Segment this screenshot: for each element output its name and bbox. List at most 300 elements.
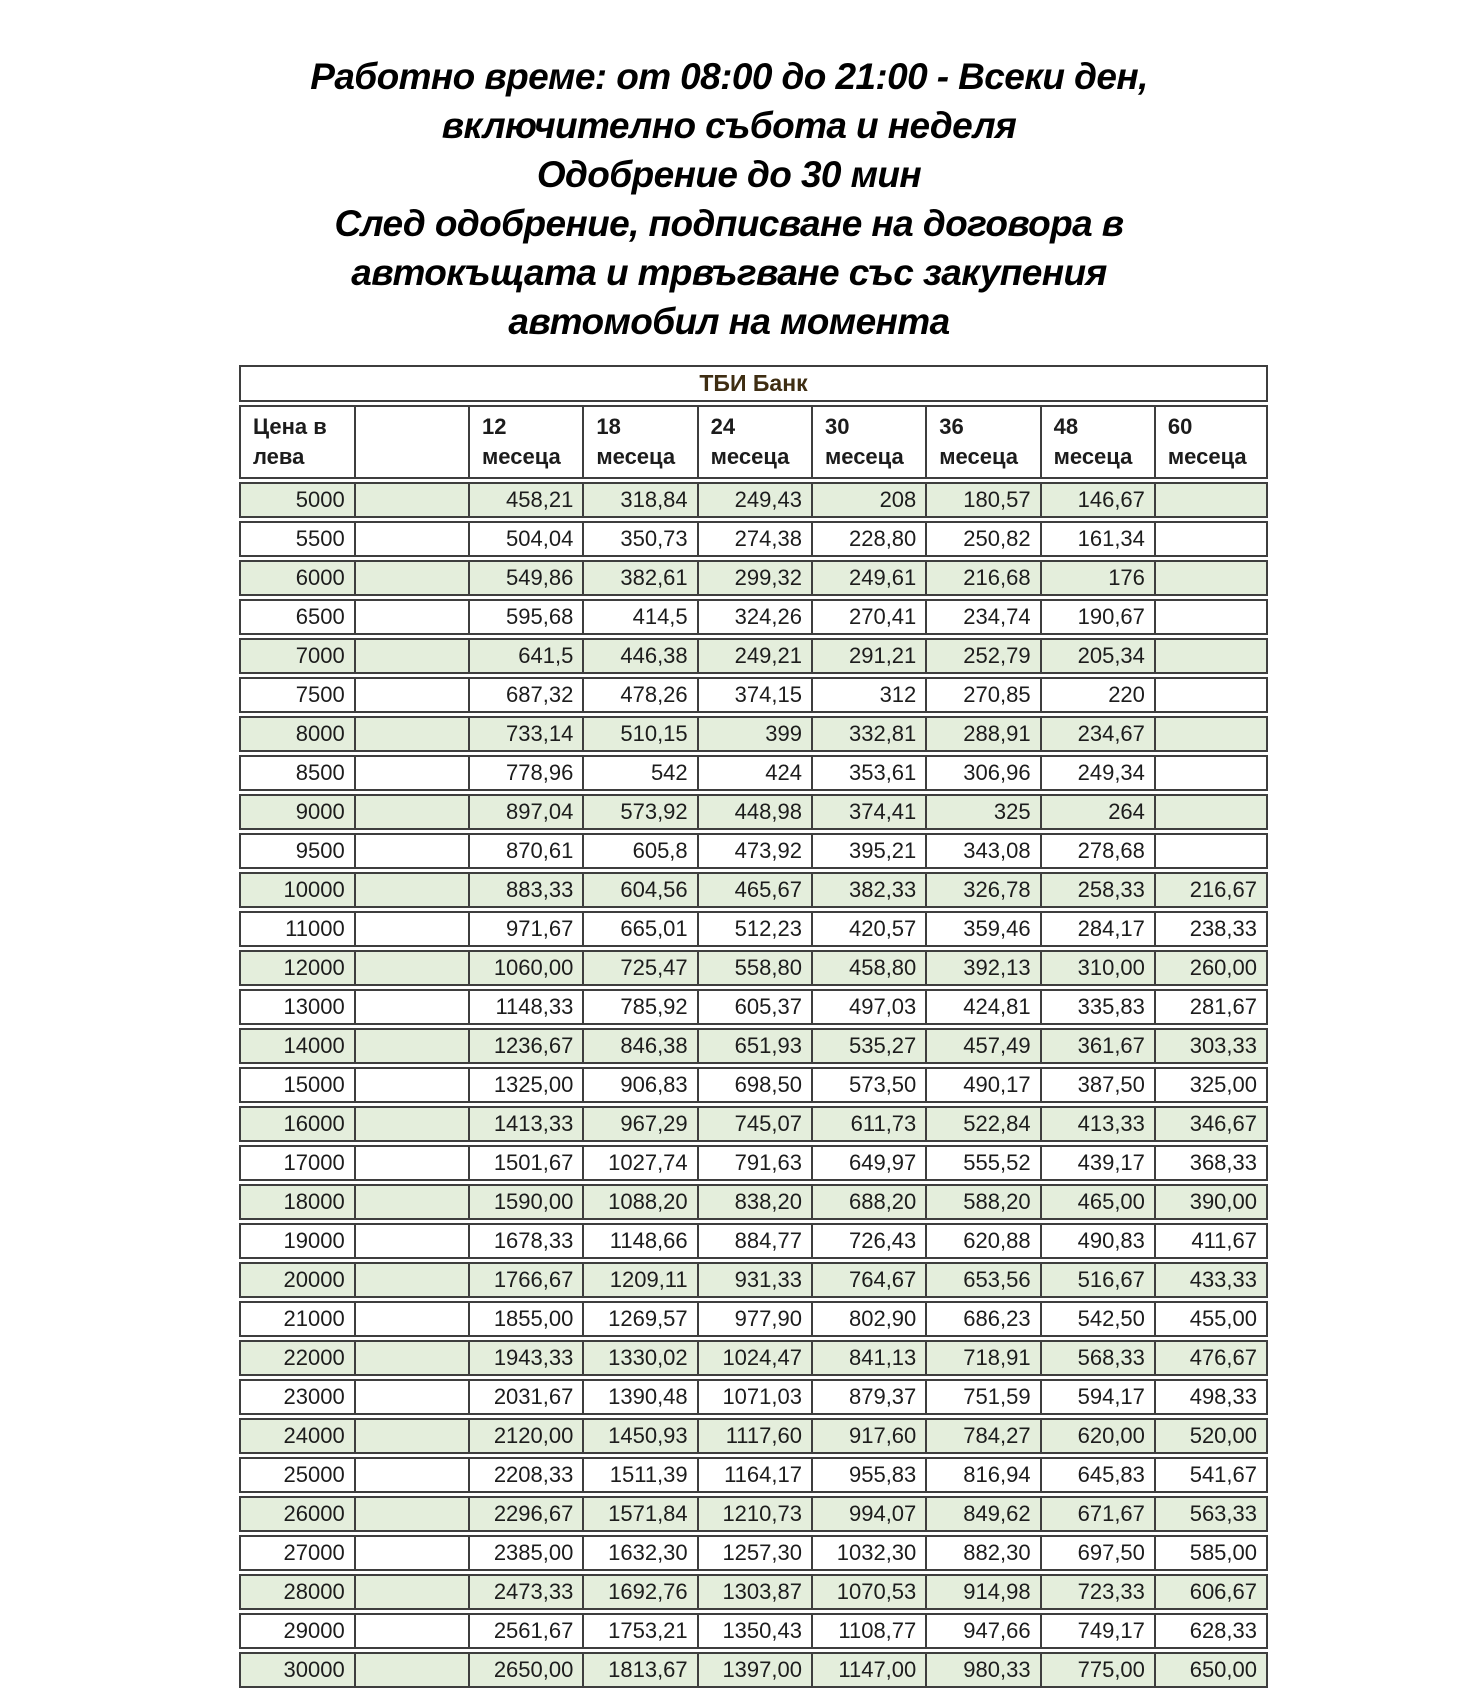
empty-cell	[354, 911, 468, 947]
payment-value-cell: 361,67	[1040, 1028, 1154, 1064]
payment-value-cell: 458,80	[811, 950, 925, 986]
payment-value-cell: 392,13	[925, 950, 1039, 986]
table-row	[239, 482, 1268, 518]
payment-value-cell: 284,17	[1040, 911, 1154, 947]
table-row	[239, 560, 1268, 596]
payment-value-cell: 424	[697, 755, 811, 791]
price-cell: 9000	[239, 794, 354, 830]
payment-value-cell: 420,57	[811, 911, 925, 947]
months-column-header	[811, 405, 925, 479]
payment-value-cell: 249,43	[697, 482, 811, 518]
table-row	[239, 911, 1268, 947]
payment-value-cell: 228,80	[811, 521, 925, 557]
empty-cell	[354, 1496, 468, 1532]
table-row	[239, 1418, 1268, 1454]
table-row	[239, 950, 1268, 986]
payment-value-cell: 542	[582, 755, 696, 791]
months-word: месеца	[596, 444, 676, 469]
payment-value-cell: 751,59	[925, 1379, 1039, 1415]
payment-value-cell: 955,83	[811, 1457, 925, 1493]
payment-value-cell: 249,34	[1040, 755, 1154, 791]
payment-value-cell: 146,67	[1040, 482, 1154, 518]
payment-value-cell: 628,33	[1154, 1613, 1268, 1649]
payment-value-cell: 1209,11	[582, 1262, 696, 1298]
table-row	[239, 872, 1268, 908]
payment-value-cell: 1236,67	[468, 1028, 582, 1064]
payment-value-cell: 726,43	[811, 1223, 925, 1259]
empty-cell	[354, 989, 468, 1025]
payment-value-cell: 977,90	[697, 1301, 811, 1337]
empty-cell	[354, 1067, 468, 1103]
payment-value-cell: 585,00	[1154, 1535, 1268, 1571]
months-number: 48	[1053, 414, 1079, 439]
empty-cell	[354, 677, 468, 713]
payment-value-cell: 374,15	[697, 677, 811, 713]
payment-value-cell: 917,60	[811, 1418, 925, 1454]
payment-value-cell: 558,80	[697, 950, 811, 986]
payment-value-cell: 353,61	[811, 755, 925, 791]
payment-value-cell: 332,81	[811, 716, 925, 752]
table-row	[239, 1067, 1268, 1103]
price-cell: 17000	[239, 1145, 354, 1181]
table-row	[239, 794, 1268, 830]
empty-cell	[354, 1262, 468, 1298]
payment-value-cell: 723,33	[1040, 1574, 1154, 1610]
payment-value-cell: 395,21	[811, 833, 925, 869]
payment-value-cell: 784,27	[925, 1418, 1039, 1454]
payment-value-cell: 1632,30	[582, 1535, 696, 1571]
payment-value-cell: 1855,00	[468, 1301, 582, 1337]
payment-value-cell: 1813,67	[582, 1652, 696, 1688]
payment-value-cell: 446,38	[582, 638, 696, 674]
payment-value-cell: 686,23	[925, 1301, 1039, 1337]
price-cell: 9500	[239, 833, 354, 869]
payment-value-cell: 368,33	[1154, 1145, 1268, 1181]
payment-value-cell: 498,33	[1154, 1379, 1268, 1415]
table-row	[239, 599, 1268, 635]
payment-value-cell: 802,90	[811, 1301, 925, 1337]
price-cell: 24000	[239, 1418, 354, 1454]
payment-value-cell: 1071,03	[697, 1379, 811, 1415]
price-header-line: лева	[253, 444, 305, 469]
months-word: месеца	[824, 444, 904, 469]
payment-value-cell: 1269,57	[582, 1301, 696, 1337]
payment-value-cell: 604,56	[582, 872, 696, 908]
price-cell: 25000	[239, 1457, 354, 1493]
payment-value-cell: 439,17	[1040, 1145, 1154, 1181]
months-column-header	[582, 405, 696, 479]
payment-value-cell: 931,33	[697, 1262, 811, 1298]
price-cell: 5000	[239, 482, 354, 518]
payment-value-cell: 688,20	[811, 1184, 925, 1220]
table-row	[239, 1301, 1268, 1337]
table-row	[239, 1457, 1268, 1493]
price-cell: 21000	[239, 1301, 354, 1337]
payment-value-cell: 411,67	[1154, 1223, 1268, 1259]
payment-value-cell: 764,67	[811, 1262, 925, 1298]
months-column-header	[468, 405, 582, 479]
payment-value-cell: 568,33	[1040, 1340, 1154, 1376]
price-cell: 20000	[239, 1262, 354, 1298]
table-row	[239, 1340, 1268, 1376]
payment-value-cell: 399	[697, 716, 811, 752]
payment-value-cell: 650,00	[1154, 1652, 1268, 1688]
payment-value-cell: 306,96	[925, 755, 1039, 791]
table-row	[239, 716, 1268, 752]
payment-value-cell: 749,17	[1040, 1613, 1154, 1649]
payment-value-cell: 687,32	[468, 677, 582, 713]
payment-value-cell: 387,50	[1040, 1067, 1154, 1103]
payment-value-cell: 665,01	[582, 911, 696, 947]
payment-value-cell: 325	[925, 794, 1039, 830]
payment-value-cell: 476,67	[1154, 1340, 1268, 1376]
payment-value-cell: 884,77	[697, 1223, 811, 1259]
price-cell: 7000	[239, 638, 354, 674]
price-cell: 8500	[239, 755, 354, 791]
payment-value-cell: 176	[1040, 560, 1154, 596]
payment-value-cell: 1024,47	[697, 1340, 811, 1376]
payment-value-cell: 208	[811, 482, 925, 518]
payment-value-cell: 490,83	[1040, 1223, 1154, 1259]
months-number: 12	[482, 414, 507, 439]
payment-value-cell: 310,00	[1040, 950, 1154, 986]
payment-value-cell: 971,67	[468, 911, 582, 947]
payment-value-cell: 718,91	[925, 1340, 1039, 1376]
payment-value-cell: 573,50	[811, 1067, 925, 1103]
payment-value-cell: 1501,67	[468, 1145, 582, 1181]
payment-value-cell: 1943,33	[468, 1340, 582, 1376]
table-row	[239, 638, 1268, 674]
months-word: месеца	[1053, 444, 1133, 469]
payment-value-cell: 994,07	[811, 1496, 925, 1532]
months-number: 24	[710, 414, 736, 439]
payment-value-cell: 346,67	[1154, 1106, 1268, 1142]
payment-value-cell: 343,08	[925, 833, 1039, 869]
payment-value-cell: 303,33	[1154, 1028, 1268, 1064]
payment-value-cell: 510,15	[582, 716, 696, 752]
price-cell: 16000	[239, 1106, 354, 1142]
empty-cell	[354, 1184, 468, 1220]
payment-value-cell	[1154, 482, 1268, 518]
payment-value-cell: 849,62	[925, 1496, 1039, 1532]
payment-value-cell: 906,83	[582, 1067, 696, 1103]
empty-cell	[354, 1106, 468, 1142]
payment-table	[239, 362, 1268, 1691]
payment-value-cell: 497,03	[811, 989, 925, 1025]
payment-value-cell: 252,79	[925, 638, 1039, 674]
payment-value-cell: 1210,73	[697, 1496, 811, 1532]
payment-value-cell: 1325,00	[468, 1067, 582, 1103]
title-line: включително събота и неделя	[441, 105, 1017, 146]
payment-value-cell: 258,33	[1040, 872, 1154, 908]
payment-value-cell: 883,33	[468, 872, 582, 908]
title-line: автомобил на момента	[508, 301, 950, 342]
payment-value-cell: 1060,00	[468, 950, 582, 986]
payment-value-cell: 778,96	[468, 755, 582, 791]
payment-value-cell: 2031,67	[468, 1379, 582, 1415]
price-cell: 22000	[239, 1340, 354, 1376]
payment-value-cell: 1678,33	[468, 1223, 582, 1259]
payment-value-cell: 535,27	[811, 1028, 925, 1064]
payment-value-cell: 190,67	[1040, 599, 1154, 635]
payment-value-cell: 588,20	[925, 1184, 1039, 1220]
payment-value-cell: 2385,00	[468, 1535, 582, 1571]
payment-value-cell: 1027,74	[582, 1145, 696, 1181]
empty-cell	[354, 1418, 468, 1454]
price-cell: 29000	[239, 1613, 354, 1649]
empty-cell	[354, 1145, 468, 1181]
payment-value-cell: 733,14	[468, 716, 582, 752]
payment-value-cell: 220	[1040, 677, 1154, 713]
payment-value-cell: 335,83	[1040, 989, 1154, 1025]
payment-value-cell: 281,67	[1154, 989, 1268, 1025]
table-row	[239, 1652, 1268, 1688]
payment-value-cell: 1413,33	[468, 1106, 582, 1142]
payment-value-cell: 234,67	[1040, 716, 1154, 752]
months-column-header	[1040, 405, 1154, 479]
table-row	[239, 1574, 1268, 1610]
empty-cell	[354, 755, 468, 791]
price-cell: 12000	[239, 950, 354, 986]
payment-value-cell: 947,66	[925, 1613, 1039, 1649]
payment-value-cell: 671,67	[1040, 1496, 1154, 1532]
table-row	[239, 1262, 1268, 1298]
payment-value-cell	[1154, 560, 1268, 596]
payment-value-cell: 350,73	[582, 521, 696, 557]
price-cell: 23000	[239, 1379, 354, 1415]
payment-value-cell: 2296,67	[468, 1496, 582, 1532]
payment-value-cell: 775,00	[1040, 1652, 1154, 1688]
empty-cell	[354, 833, 468, 869]
payment-value-cell: 882,30	[925, 1535, 1039, 1571]
payment-value-cell: 1303,87	[697, 1574, 811, 1610]
payment-value-cell: 620,88	[925, 1223, 1039, 1259]
payment-value-cell: 457,49	[925, 1028, 1039, 1064]
payment-value-cell: 490,17	[925, 1067, 1039, 1103]
empty-column-header	[354, 405, 468, 479]
empty-cell	[354, 794, 468, 830]
table-row	[239, 1184, 1268, 1220]
table-row	[239, 1028, 1268, 1064]
payment-value-cell: 326,78	[925, 872, 1039, 908]
payment-value-cell: 270,41	[811, 599, 925, 635]
payment-value-cell: 641,5	[468, 638, 582, 674]
empty-cell	[354, 950, 468, 986]
payment-value-cell: 594,17	[1040, 1379, 1154, 1415]
payment-value-cell: 465,67	[697, 872, 811, 908]
empty-cell	[354, 521, 468, 557]
payment-value-cell: 649,97	[811, 1145, 925, 1181]
payment-value-cell: 791,63	[697, 1145, 811, 1181]
months-word: месеца	[710, 444, 790, 469]
table-row	[239, 1496, 1268, 1532]
payment-value-cell: 541,67	[1154, 1457, 1268, 1493]
payment-value-cell: 1148,33	[468, 989, 582, 1025]
payment-value-cell: 250,82	[925, 521, 1039, 557]
months-number: 30	[824, 414, 850, 439]
payment-value-cell: 1148,66	[582, 1223, 696, 1259]
payment-value-cell: 473,92	[697, 833, 811, 869]
empty-cell	[354, 716, 468, 752]
payment-value-cell: 424,81	[925, 989, 1039, 1025]
months-column-header	[697, 405, 811, 479]
table-row	[239, 833, 1268, 869]
payment-value-cell: 382,33	[811, 872, 925, 908]
table-row	[239, 521, 1268, 557]
payment-value-cell: 1117,60	[697, 1418, 811, 1454]
payment-value-cell: 455,00	[1154, 1301, 1268, 1337]
payment-value-cell: 980,33	[925, 1652, 1039, 1688]
months-word: месеца	[939, 444, 1018, 469]
payment-value-cell: 1390,48	[582, 1379, 696, 1415]
payment-value-cell: 278,68	[1040, 833, 1154, 869]
payment-value-cell: 841,13	[811, 1340, 925, 1376]
table-row	[239, 1145, 1268, 1181]
empty-cell	[354, 599, 468, 635]
payment-value-cell: 870,61	[468, 833, 582, 869]
months-word: месеца	[1167, 444, 1247, 469]
payment-value-cell: 1590,00	[468, 1184, 582, 1220]
title-line: автокъщата и трвъгване със закупения	[351, 252, 1107, 293]
empty-cell	[354, 1574, 468, 1610]
payment-value-cell: 573,92	[582, 794, 696, 830]
table-row	[239, 1535, 1268, 1571]
payment-value-cell: 653,56	[925, 1262, 1039, 1298]
payment-value-cell: 611,73	[811, 1106, 925, 1142]
empty-cell	[354, 638, 468, 674]
payment-value-cell: 374,41	[811, 794, 925, 830]
payment-value-cell: 620,00	[1040, 1418, 1154, 1454]
price-cell: 18000	[239, 1184, 354, 1220]
payment-value-cell: 645,83	[1040, 1457, 1154, 1493]
payment-value-cell: 914,98	[925, 1574, 1039, 1610]
payment-value-cell: 1330,02	[582, 1340, 696, 1376]
price-cell: 28000	[239, 1574, 354, 1610]
payment-value-cell: 725,47	[582, 950, 696, 986]
payment-value-cell: 542,50	[1040, 1301, 1154, 1337]
empty-cell	[354, 1457, 468, 1493]
empty-cell	[354, 1652, 468, 1688]
price-cell: 13000	[239, 989, 354, 1025]
payment-value-cell: 216,67	[1154, 872, 1268, 908]
price-header-line: Цена в	[253, 414, 327, 439]
empty-cell	[354, 482, 468, 518]
payment-value-cell: 325,00	[1154, 1067, 1268, 1103]
payment-value-cell	[1154, 716, 1268, 752]
months-number: 18	[596, 414, 621, 439]
payment-value-cell: 504,04	[468, 521, 582, 557]
payment-value-cell: 1511,39	[582, 1457, 696, 1493]
months-word: месеца	[482, 444, 561, 469]
payment-value-cell: 448,98	[697, 794, 811, 830]
price-cell: 27000	[239, 1535, 354, 1571]
payment-value-cell: 324,26	[697, 599, 811, 635]
payment-value-cell	[1154, 794, 1268, 830]
payment-value-cell: 605,37	[697, 989, 811, 1025]
payment-value-cell: 516,67	[1040, 1262, 1154, 1298]
payment-value-cell: 606,67	[1154, 1574, 1268, 1610]
price-cell: 15000	[239, 1067, 354, 1103]
payment-value-cell: 270,85	[925, 677, 1039, 713]
payment-value-cell: 413,33	[1040, 1106, 1154, 1142]
bank-name-header: ТБИ Банк	[239, 365, 1268, 402]
price-cell: 30000	[239, 1652, 354, 1688]
title-line: Одобрение до 30 мин	[536, 154, 922, 195]
payment-value-cell: 249,61	[811, 560, 925, 596]
empty-cell	[354, 1340, 468, 1376]
payment-value-cell: 595,68	[468, 599, 582, 635]
payment-value-cell: 1350,43	[697, 1613, 811, 1649]
price-column-header	[239, 405, 354, 479]
empty-cell	[354, 560, 468, 596]
payment-value-cell: 260,00	[1154, 950, 1268, 986]
payment-value-cell	[1154, 521, 1268, 557]
payment-table-area	[239, 362, 1268, 1691]
price-cell: 6000	[239, 560, 354, 596]
payment-value-cell: 522,84	[925, 1106, 1039, 1142]
payment-value-cell: 205,34	[1040, 638, 1154, 674]
payment-value-cell: 846,38	[582, 1028, 696, 1064]
payment-value-cell	[1154, 599, 1268, 635]
price-cell: 8000	[239, 716, 354, 752]
payment-value-cell: 1571,84	[582, 1496, 696, 1532]
table-row	[239, 989, 1268, 1025]
payment-value-cell: 563,33	[1154, 1496, 1268, 1532]
empty-cell	[354, 1535, 468, 1571]
price-cell: 19000	[239, 1223, 354, 1259]
column-header-row	[239, 405, 1268, 479]
payment-value-cell: 2650,00	[468, 1652, 582, 1688]
payment-value-cell	[1154, 833, 1268, 869]
payment-value-cell: 234,74	[925, 599, 1039, 635]
page-title	[0, 0, 1458, 346]
price-cell: 6500	[239, 599, 354, 635]
payment-value-cell: 1450,93	[582, 1418, 696, 1454]
payment-value-cell: 1766,67	[468, 1262, 582, 1298]
title-line: След одобрение, подписване на договора в	[334, 203, 1124, 244]
payment-value-cell: 1753,21	[582, 1613, 696, 1649]
table-row	[239, 755, 1268, 791]
table-row	[239, 1613, 1268, 1649]
payment-value-cell: 274,38	[697, 521, 811, 557]
empty-cell	[354, 1613, 468, 1649]
payment-value-cell	[1154, 677, 1268, 713]
payment-value-cell: 2473,33	[468, 1574, 582, 1610]
payment-value-cell: 161,34	[1040, 521, 1154, 557]
price-cell: 5500	[239, 521, 354, 557]
payment-value-cell: 1257,30	[697, 1535, 811, 1571]
payment-value-cell: 1397,00	[697, 1652, 811, 1688]
months-number: 36	[939, 414, 964, 439]
payment-value-cell: 698,50	[697, 1067, 811, 1103]
price-cell: 11000	[239, 911, 354, 947]
empty-cell	[354, 1223, 468, 1259]
payment-value-cell: 555,52	[925, 1145, 1039, 1181]
table-row	[239, 677, 1268, 713]
payment-value-cell: 312	[811, 677, 925, 713]
payment-value-cell: 414,5	[582, 599, 696, 635]
payment-value-cell: 520,00	[1154, 1418, 1268, 1454]
payment-value-cell: 478,26	[582, 677, 696, 713]
payment-value-cell: 651,93	[697, 1028, 811, 1064]
payment-value-cell: 238,33	[1154, 911, 1268, 947]
empty-cell	[354, 872, 468, 908]
payment-value-cell: 1147,00	[811, 1652, 925, 1688]
payment-value-cell: 2561,67	[468, 1613, 582, 1649]
payment-value-cell: 433,33	[1154, 1262, 1268, 1298]
bank-band-row	[239, 365, 1268, 402]
payment-value-cell: 1088,20	[582, 1184, 696, 1220]
